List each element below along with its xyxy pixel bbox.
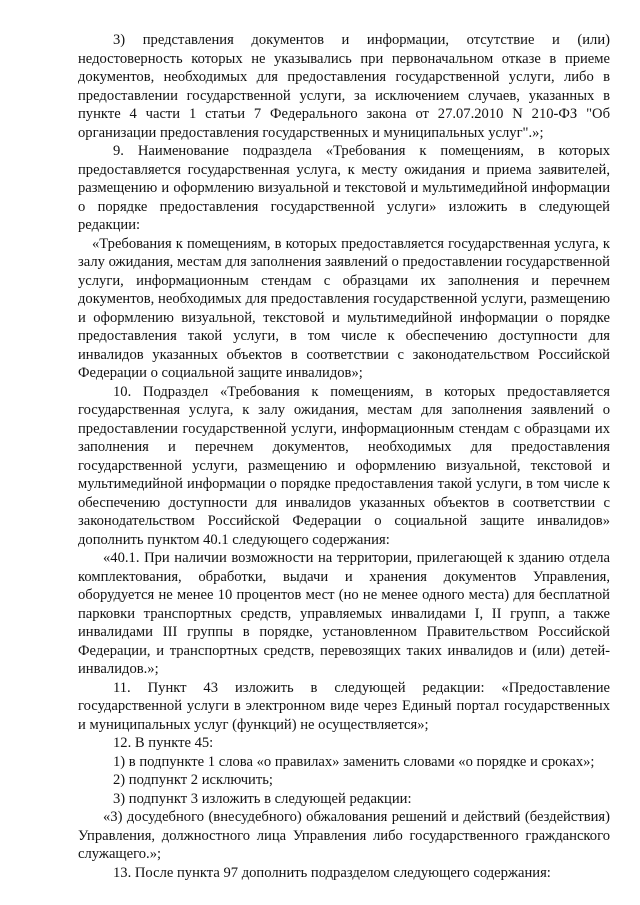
paragraph-point-12: 12. В пункте 45: [113, 735, 214, 751]
paragraph-point-11: 11. Пункт 43 изложить в следующей редакции: «Предоставление государственной услуги в электронном виде через Единый портал государственных и муниципальных услуг (функций) не осуществляется»; [78, 679, 610, 733]
document-page [78, 31, 610, 882]
paragraph-item-8-3: 3) представления документов и информации, отсутствие и (или) недостоверность которых не указывались при первоначальном отказе в приеме документов, необходимых для предоставления государственной услуги, либо в предоставлении государственной услуги, за исключением случаев, указанных в пункте 4 части 1 статьи 7 Федерального закона от 27.07.2010 N 210-ФЗ "Об организации предоставления государственных и муниципальных услуг".»; [78, 32, 610, 141]
paragraph-subpoint-3: 3) подпункт 3 изложить в следующей редакции: [113, 790, 412, 807]
paragraph-subpoint-1: 1) в подпункте 1 слова «о правилах» заменить словами «о порядке и сроках»; [113, 753, 595, 770]
paragraph-quoted-heading: «Требования к помещениям, в которых предоставляется государственная услуга, к залу ожидания, местам для заполнения заявлений о предоставлении государственной услуги, информационным стендам с образцами их заполнения и перечнем документов, необходимых для предоставления государственной услуги, размещению и оформлению визуальной, текстовой и мультимедийной информации о порядке предоставления такой услуги, в том числе к обеспечению доступности для инвалидов указанных объектов в соответствии с законодательством Российской Федерации о социальной защите инвалидов»; [78, 235, 610, 381]
paragraph-point-9: 9. Наименование подраздела «Требования к помещениям, в которых предоставляется государственная услуга, к месту ожидания и приема заявителей, размещению и оформлению визуальной и текстовой и мультимедийной информации о порядке предоставления государственной услуги» изложить в следующей редакции: [78, 143, 610, 233]
paragraph-point-40-1: «40.1. При наличии возможности на территории, прилегающей к зданию отдела комплектования, обработки, выдачи и хранения документов Управления, оборудуется не менее 10 процентов мест (но не менее одного места) для бесплатной парковки транспортных средств, управляемых инвалидами I, II групп, а также инвалидами III группы в порядке, установленном Правительством Российской Федерации, и транспортных средств, перевозящих таких инвалидов и (или) детей-инвалидов.»; [78, 550, 610, 677]
paragraph-subpoint-2: 2) подпункт 2 исключить; [113, 772, 273, 788]
paragraph-point-13: 13. После пункта 97 дополнить подразделом следующего содержания: [113, 864, 551, 881]
paragraph-point-10: 10. Подраздел «Требования к помещениям, в которых предоставляется государственная услуга, к залу ожидания, местам для заполнения заявлений о предоставлении государственной услуги, информационным стендам с образцами их заполнения и перечнем документов, необходимых для предоставления государственной услуги, размещению и оформлению визуальной, текстовой и мультимедийной информации о порядке предоставления такой услуги, в том числе к обеспечению доступности для инвалидов указанных объектов в соответствии с законодательством Российской Федерации о социальной защите инвалидов» дополнить пунктом 40.1 следующего содержания: [78, 383, 610, 548]
paragraph-subpoint-3-text: «3) досудебного (внесудебного) обжалования решений и действий (бездействия) Управления, должностного лица Управления либо государственного гражданского служащего.»; [78, 809, 610, 862]
